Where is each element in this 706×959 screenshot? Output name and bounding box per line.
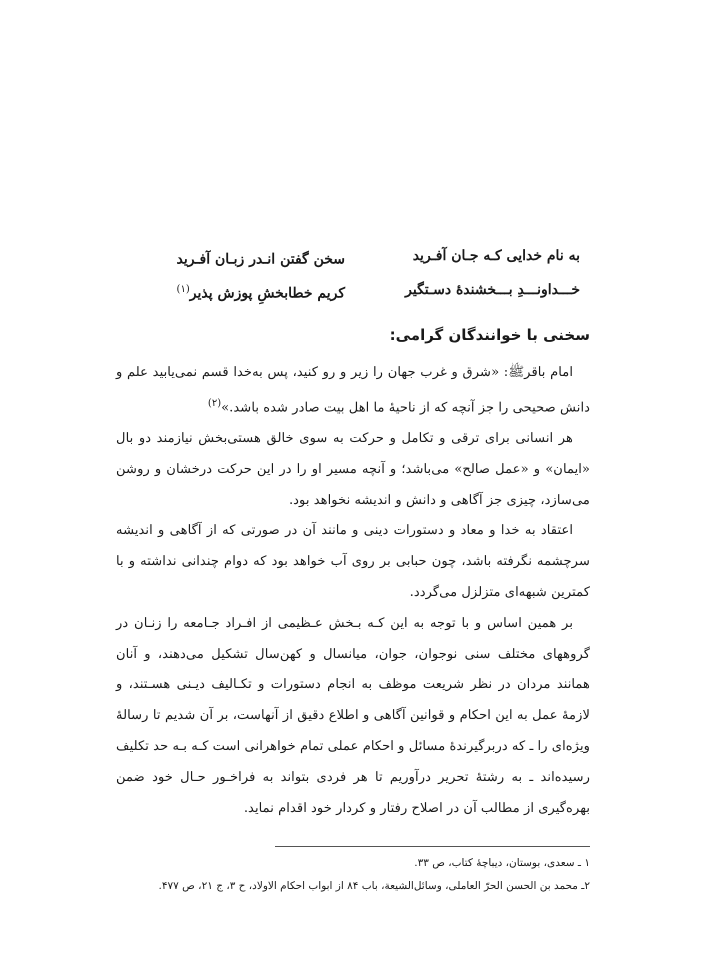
paragraph bbox=[116, 424, 590, 516]
section-heading: سخنی با خوانندگان گرامی: bbox=[389, 326, 590, 344]
footnote: ۲ـ محمد بن الحسن الحرّ العاملی، وسائل‌الشیعة، باب ۸۴ از ابواب احکام الاولاد، ح ۳، ج ۲۱، ص ۴۷۷. bbox=[158, 880, 590, 892]
hemistich-text: خـــداونـــدِ بـــخشندهٔ دسـتگیر bbox=[405, 282, 580, 298]
paragraph-text: اعتقاد به خدا و معاد و دستورات دینی و مانند آن در صورتی که از آگاهی و اندیشه سرچشمه نگرفته باشد، چون حبابی بر روی آب خواهد بود که دوام چندانی نداشته و با کمترین شبهه‌ای متزلزل می‌گردد. bbox=[116, 523, 590, 600]
footnote: ۱ ـ سعدی، بوستان، دیباچهٔ کتاب، ص ۳۳. bbox=[414, 857, 590, 869]
paragraph bbox=[116, 516, 590, 608]
hemistich-text: سخن گفتن انـدر زبـان آفـرید bbox=[176, 251, 345, 268]
poem-hemistich-left bbox=[130, 243, 345, 277]
footnote-marker: (۱) bbox=[176, 284, 190, 295]
footnote-marker: (۲) bbox=[207, 397, 222, 409]
poem-verse bbox=[130, 243, 580, 277]
paragraph-text: امام باقرﷺ: «شرق و غرب جهان را زیر و رو کنید، پس به‌خدا قسم نمی‌یابید علم و دانش صحیحی را جز آنچه که از ناحیهٔ ما اهل بیت صادر شده باشد.» bbox=[116, 365, 590, 416]
body-text bbox=[116, 358, 590, 824]
paragraph bbox=[116, 358, 590, 424]
opening-poem bbox=[130, 243, 580, 311]
paragraph bbox=[116, 609, 590, 825]
hemistich-text: کریم خطابخشِ پوزش پذیر bbox=[189, 285, 345, 302]
footnotes bbox=[116, 852, 590, 898]
hemistich-text: به نام خدایی کـه جـان آفـرید bbox=[412, 248, 580, 264]
footnote-divider bbox=[275, 846, 590, 847]
poem-verse bbox=[130, 277, 580, 311]
poem-hemistich-right bbox=[365, 243, 580, 277]
paragraph-text: بر همین اساس و با توجه به این کـه بـخش عـظیمی از افـراد جـامعه را زنـان در گروههای مختلف سنی نوجوان، جوان، میانسال و کهن‌سال تشکیل می‌دهند، و آنان همانند مردان در نظر شریعت موظف به انجام دستورات و تکـالیف دیـنی هسـتند، و لازمهٔ عمل به این احکام و قوانین آگاهی و اطلاع دقیق از آنهاست، بر آن شدیم تا رسالهٔ ویژه‌ای را ـ که دربرگیرندهٔ مسائل و احکام عملی تمام خواهرانی است کـه بـه حد تکلیف رسیده‌اند ـ به رشتهٔ تحریر درآوریم تا هر فردی بتواند به فراخـور حـال خود ضمن بهره‌گیری از مطالب آن در اصلاح رفتار و کردار خود اقدام نماید. bbox=[116, 615, 590, 816]
paragraph-text: هر انسانی برای ترقی و تکامل و حرکت به سوی خالق هستی‌بخش نیازمند دو بال «ایمان» و «عمل صالح» می‌باشد؛ و آنچه مسیر او را در این حرکت درخشان و روشن می‌سازد، چیزی جز آگاهی و دانش و اندیشه نخواهد بود. bbox=[116, 430, 590, 508]
poem-hemistich-left bbox=[130, 277, 345, 311]
poem-hemistich-right bbox=[365, 277, 580, 311]
